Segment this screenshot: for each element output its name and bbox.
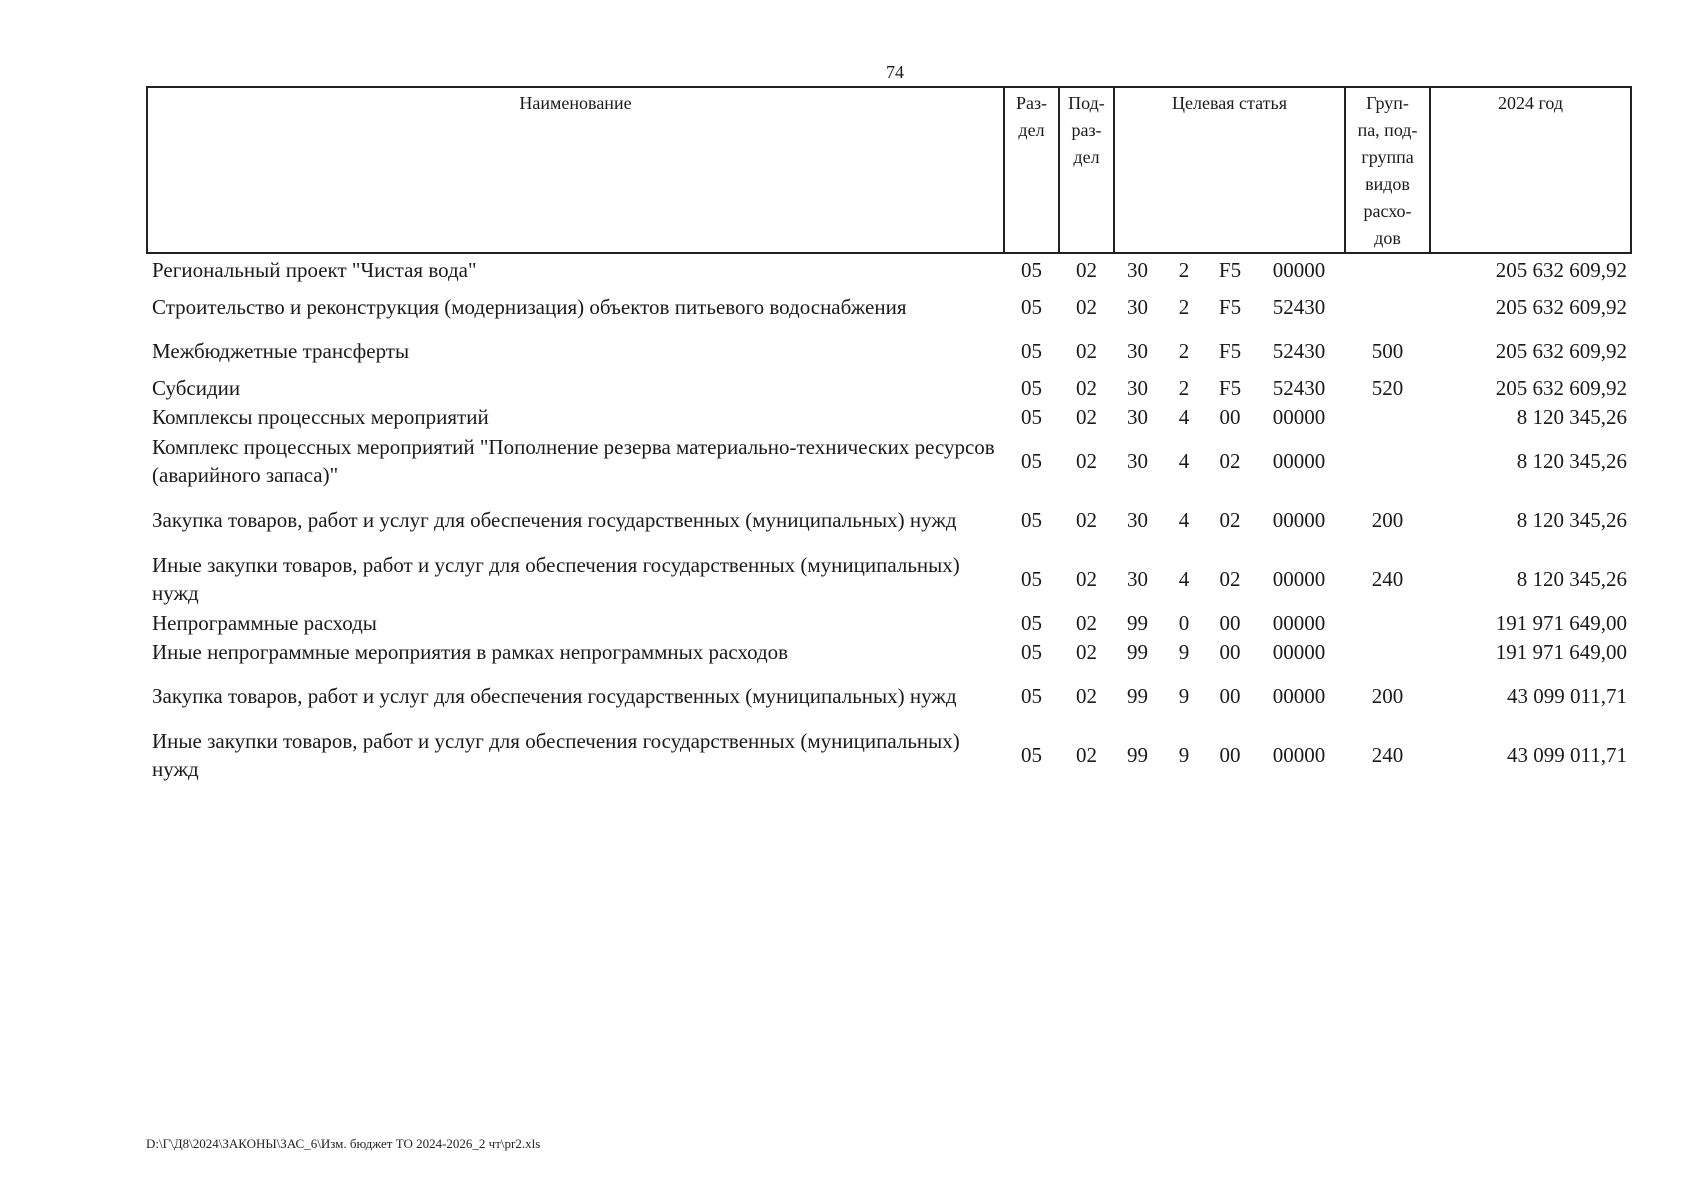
row-group	[1345, 431, 1430, 490]
row-subsection: 02	[1076, 375, 1097, 400]
row-section: 05	[1021, 683, 1042, 708]
row-target-3: 00	[1219, 404, 1241, 429]
row-name: Закупка товаров, работ и услуг для обеспечения государственных (муниципальных) нужд	[152, 683, 957, 708]
header-name: Наименование	[147, 87, 1004, 253]
table-row	[147, 666, 1631, 725]
row-target-3: F5	[1218, 375, 1242, 400]
row-target-4: 52430	[1272, 339, 1326, 363]
row-name: Региональный проект "Чистая вода"	[152, 257, 477, 282]
row-target-1: 30	[1127, 404, 1148, 429]
row-group	[1345, 637, 1430, 666]
table-body	[147, 253, 1631, 784]
row-target-3: 00	[1219, 639, 1241, 664]
row-target-4: 00000	[1272, 610, 1326, 635]
row-target-1: 99	[1127, 610, 1148, 635]
row-target-2: 2	[1178, 339, 1190, 363]
row-amount: 8 120 345,26	[1516, 566, 1628, 591]
table-row	[147, 725, 1631, 784]
row-subsection: 02	[1076, 404, 1097, 429]
row-group: 240	[1371, 566, 1404, 591]
row-target-4: 00000	[1272, 566, 1326, 591]
row-section: 05	[1021, 566, 1042, 591]
budget-table-wrapper	[146, 86, 1630, 784]
row-name: Строительство и реконструкция (модернизация) объектов питьевого водоснабжения	[152, 295, 907, 319]
row-subsection: 02	[1076, 295, 1097, 319]
row-target-3: 02	[1219, 448, 1241, 473]
row-target-1: 30	[1127, 257, 1148, 282]
row-target-4: 52430	[1272, 375, 1326, 400]
row-target-1: 30	[1127, 339, 1148, 363]
row-subsection: 02	[1076, 639, 1097, 664]
row-amount: 191 971 649,00	[1495, 639, 1628, 664]
row-group	[1345, 253, 1430, 285]
row-target-2: 2	[1178, 375, 1190, 400]
row-target-2: 4	[1178, 404, 1190, 429]
row-name: Иные закупки товаров, работ и услуг для обеспечения государственных (муниципальных) нужд	[152, 728, 960, 781]
table-row	[147, 490, 1631, 549]
row-target-4: 00000	[1272, 639, 1326, 664]
row-amount: 43 099 011,71	[1507, 683, 1628, 708]
row-target-4: 00000	[1272, 742, 1326, 767]
row-subsection: 02	[1076, 610, 1097, 635]
row-target-4: 00000	[1272, 448, 1326, 473]
budget-table	[146, 86, 1632, 784]
row-name: Закупка товаров, работ и услуг для обеспечения государственных (муниципальных) нужд	[152, 507, 957, 532]
header-target-article: Целевая статья	[1114, 87, 1345, 253]
row-group	[1345, 402, 1430, 431]
row-group	[1345, 285, 1430, 329]
row-target-2: 9	[1178, 742, 1190, 767]
row-group: 200	[1371, 683, 1404, 708]
row-target-2: 4	[1178, 566, 1190, 591]
row-amount: 191 971 649,00	[1495, 610, 1628, 635]
row-amount: 205 632 609,92	[1495, 257, 1628, 282]
table-row	[147, 637, 1631, 666]
row-name: Субсидии	[152, 375, 241, 400]
row-group: 500	[1371, 339, 1404, 363]
row-target-3: F5	[1218, 295, 1242, 319]
row-subsection: 02	[1076, 257, 1097, 282]
row-target-1: 30	[1127, 448, 1148, 473]
row-name: Иные закупки товаров, работ и услуг для обеспечения государственных (муниципальных) нужд	[152, 552, 960, 605]
row-section: 05	[1021, 742, 1042, 767]
row-target-4: 00000	[1272, 683, 1326, 708]
row-section: 05	[1021, 295, 1042, 319]
header-year: 2024 год	[1430, 87, 1631, 253]
row-section: 05	[1021, 375, 1042, 400]
row-target-2: 0	[1178, 610, 1190, 635]
row-target-3: 00	[1219, 742, 1241, 767]
row-group: 520	[1371, 375, 1404, 400]
row-group: 240	[1371, 742, 1404, 767]
table-row	[147, 285, 1631, 329]
table-row	[147, 608, 1631, 637]
header-subsection: Под- раз- дел	[1059, 87, 1114, 253]
table-row	[147, 431, 1631, 490]
row-subsection: 02	[1076, 339, 1097, 363]
file-path-footer: D:\Г\Д8\2024\ЗАКОНЫ\ЗАС_6\Изм. бюджет ТО 2024-2026_2 чт\pr2.xls	[146, 1136, 541, 1151]
row-target-2: 2	[1178, 257, 1190, 282]
row-name: Комплекс процессных мероприятий "Пополнение резерва материально-технических ресурсов (аварийного запаса)"	[152, 434, 995, 487]
row-target-3: 02	[1219, 566, 1241, 591]
table-row	[147, 329, 1631, 373]
row-amount: 8 120 345,26	[1516, 448, 1628, 473]
row-group: 200	[1371, 507, 1404, 532]
row-section: 05	[1021, 257, 1042, 282]
row-target-4: 00000	[1272, 404, 1326, 429]
row-target-2: 9	[1178, 683, 1190, 708]
table-header	[147, 87, 1631, 253]
page-number: 74	[886, 62, 904, 82]
table-row	[147, 402, 1631, 431]
row-target-1: 99	[1127, 639, 1148, 664]
row-target-1: 30	[1127, 566, 1148, 591]
row-section: 05	[1021, 448, 1042, 473]
row-subsection: 02	[1076, 566, 1097, 591]
row-section: 05	[1021, 404, 1042, 429]
row-subsection: 02	[1076, 448, 1097, 473]
table-row	[147, 549, 1631, 608]
row-target-3: 02	[1219, 507, 1241, 532]
row-section: 05	[1021, 507, 1042, 532]
header-section: Раз- дел	[1004, 87, 1059, 253]
row-name: Комплексы процессных мероприятий	[152, 404, 489, 429]
row-name: Иные непрограммные мероприятия в рамках непрограммных расходов	[152, 639, 789, 664]
header-expense-group: Груп- па, под- группа видов расхо- дов	[1345, 87, 1430, 253]
row-amount: 205 632 609,92	[1495, 375, 1628, 400]
row-target-4: 52430	[1272, 295, 1326, 319]
row-amount: 8 120 345,26	[1516, 507, 1628, 532]
row-target-4: 00000	[1272, 257, 1326, 282]
row-target-3: F5	[1218, 339, 1242, 363]
row-section: 05	[1021, 610, 1042, 635]
row-target-2: 4	[1178, 507, 1190, 532]
row-target-2: 9	[1178, 639, 1190, 664]
row-target-3: 00	[1219, 683, 1241, 708]
row-section: 05	[1021, 339, 1042, 363]
row-section: 05	[1021, 639, 1042, 664]
row-name: Непрограммные расходы	[152, 610, 377, 635]
row-target-4: 00000	[1272, 507, 1326, 532]
row-group	[1345, 608, 1430, 637]
row-amount: 205 632 609,92	[1495, 339, 1628, 363]
row-target-3: F5	[1218, 257, 1242, 282]
row-subsection: 02	[1076, 507, 1097, 532]
table-row	[147, 253, 1631, 285]
row-subsection: 02	[1076, 683, 1097, 708]
row-subsection: 02	[1076, 742, 1097, 767]
row-target-1: 30	[1127, 507, 1148, 532]
row-amount: 205 632 609,92	[1495, 295, 1628, 319]
row-target-1: 99	[1127, 683, 1148, 708]
row-amount: 43 099 011,71	[1507, 742, 1628, 767]
table-row	[147, 373, 1631, 402]
row-target-1: 30	[1127, 295, 1148, 319]
row-target-3: 00	[1219, 610, 1241, 635]
row-target-2: 4	[1178, 448, 1190, 473]
row-name: Межбюджетные трансферты	[152, 339, 410, 363]
row-target-1: 99	[1127, 742, 1148, 767]
row-target-1: 30	[1127, 375, 1148, 400]
row-amount: 8 120 345,26	[1516, 404, 1628, 429]
row-target-2: 2	[1178, 295, 1190, 319]
